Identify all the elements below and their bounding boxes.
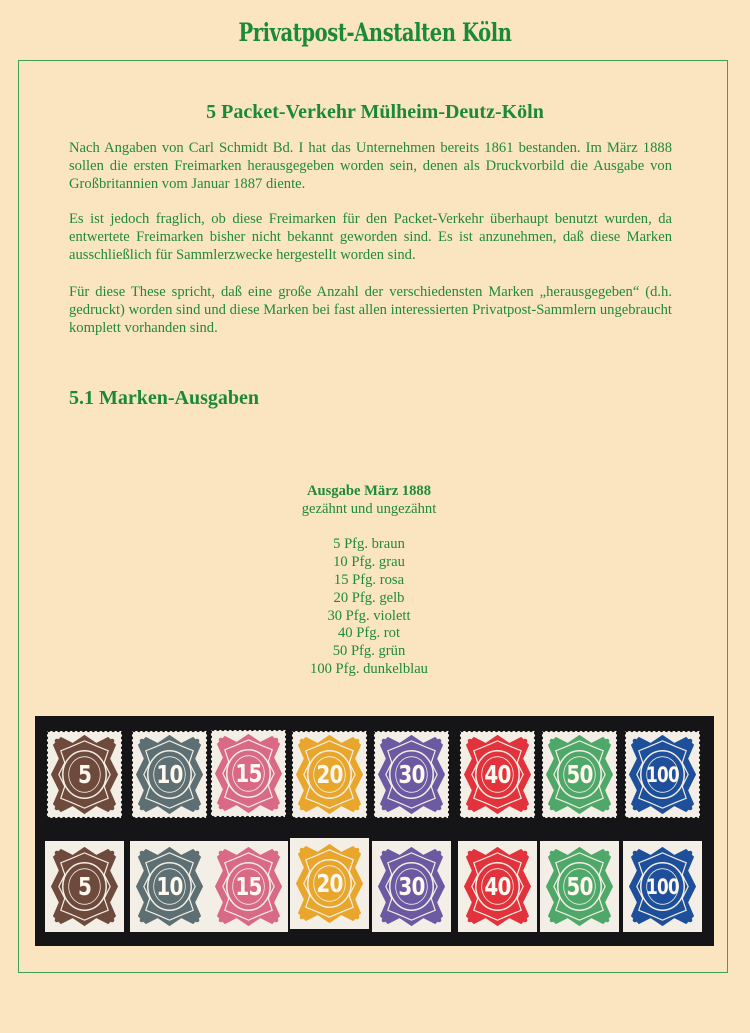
issue-value-item: 100 Pfg. dunkelblau	[310, 660, 428, 677]
stamp-15-pfg-imperforate	[209, 841, 288, 932]
stamp-denomination: 40	[484, 760, 511, 789]
stamp-denomination: 5	[77, 760, 92, 789]
issue-block	[0, 483, 738, 679]
stamp-album-strip	[35, 716, 714, 946]
paragraph-1: Nach Angaben von Carl Schmidt Bd. I hat das Unternehmen bereits 1861 bestanden. Im März 1888 sollen die ersten Freimarken herausgegeben worden sein, denen als Druckvorbild die Ausgabe von Großbritannien vom Januar 1887 diente.	[69, 140, 672, 192]
issue-value-item: 20 Pfg. gelb	[333, 589, 405, 606]
stamp-denomination: 50	[566, 872, 593, 901]
stamp-row-imperforate	[35, 837, 714, 935]
stamp-5-pfg-imperforate	[45, 841, 124, 932]
stamp-30-pfg-imperforate	[372, 841, 451, 932]
paragraph-3: Für diese These spricht, daß eine große Anzahl der verschiedensten Marken „herausgegeben“ (d.h. gedruckt) worden sind und diese Marken bei fast allen interessierten Privatpost-Sammlern ungebraucht komplett vorhanden sind.	[69, 284, 672, 336]
stamp-row-perforated	[35, 726, 714, 824]
issue-value-item: 5 Pfg. braun	[333, 536, 405, 553]
issue-title: Ausgabe März 1888	[306, 483, 432, 499]
section-title: 5 Packet-Verkehr Mülheim-Deutz-Köln	[206, 101, 544, 123]
stamp-15-pfg-perforated	[209, 728, 288, 819]
stamp-denomination: 15	[235, 872, 262, 901]
stamp-100-pfg-perforated	[623, 729, 702, 820]
issue-value-item: 10 Pfg. grau	[333, 554, 405, 571]
stamp-20-pfg-imperforate	[290, 838, 369, 929]
issue-value-item: 15 Pfg. rosa	[333, 571, 405, 588]
stamp-denomination: 20	[316, 869, 343, 898]
stamp-40-pfg-imperforate	[458, 841, 537, 932]
stamp-denomination: 10	[156, 760, 183, 789]
page-header: Privatpost-Anstalten Köln	[238, 18, 512, 47]
stamp-denomination: 5	[77, 872, 92, 901]
stamp-100-pfg-imperforate	[623, 841, 702, 932]
paragraph-2: Es ist jedoch fraglich, ob diese Freimarken für den Packet-Verkehr überhaupt benutzt wurden, da entwertete Freimarken bisher nicht bekannt geworden sind. Es ist anzunehmen, daß diese Marken ausschließlich für Sammlerzwecke hergestellt worden sind.	[69, 211, 672, 263]
stamp-30-pfg-perforated	[372, 729, 451, 820]
issue-subtitle: gezähnt und ungezähnt	[301, 500, 437, 517]
stamp-denomination: 10	[156, 872, 183, 901]
stamp-denomination: 100	[646, 762, 679, 787]
stamp-40-pfg-perforated	[458, 729, 537, 820]
stamp-10-pfg-imperforate	[130, 841, 209, 932]
issue-value-item: 30 Pfg. violett	[327, 607, 411, 624]
stamp-denomination: 20	[316, 760, 343, 789]
stamp-50-pfg-perforated	[540, 729, 619, 820]
stamp-20-pfg-perforated	[290, 729, 369, 820]
stamp-denomination: 100	[646, 874, 679, 899]
stamp-denomination: 30	[398, 760, 425, 789]
stamp-10-pfg-perforated	[130, 729, 209, 820]
subsection-title: 5.1 Marken-Ausgaben	[69, 387, 260, 409]
issue-value-item: 50 Pfg. grün	[332, 643, 406, 660]
stamp-denomination: 50	[566, 760, 593, 789]
stamp-denomination: 30	[398, 872, 425, 901]
stamp-5-pfg-perforated	[45, 729, 124, 820]
stamp-denomination: 15	[235, 759, 262, 788]
stamp-50-pfg-imperforate	[540, 841, 619, 932]
stamp-denomination: 40	[484, 872, 511, 901]
issue-value-item: 40 Pfg. rot	[337, 625, 401, 642]
